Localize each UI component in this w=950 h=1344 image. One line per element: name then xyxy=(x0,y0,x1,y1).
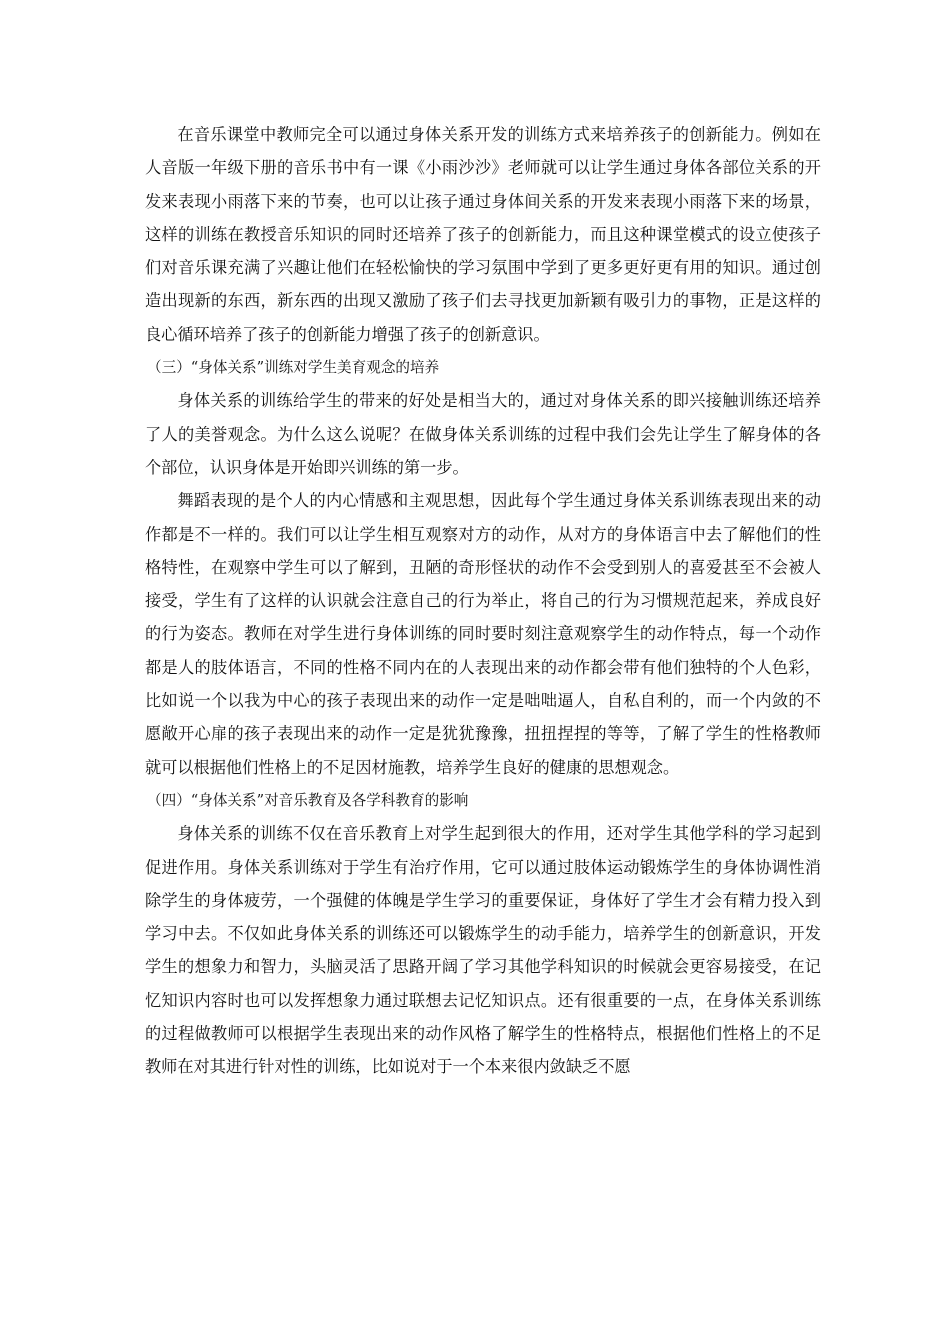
paragraph-cross-subject-impact: 身体关系的训练不仅在音乐教育上对学生起到很大的作用，还对学生其他学科的学习起到促进作用。身体关系训练对于学生有治疗作用，它可以通过肢体运动锻炼学生的身体协调性消除学生的身体疲劳，一个强健的体魄是学生学习的重要保证，身体好了学生才会有精力投入到学习中去。不仅如此身体关系的训练还可以锻炼学生的动手能力，培养学生的创新意识，开发学生的想象力和智力，头脑灵活了思路开阔了学习其他学科知识的时候就会更容易接受，在记忆知识内容时也可以发挥想象力通过联想去记忆知识点。还有很重要的一点，在身体关系训练的过程做教师可以根据学生表现出来的动作风格了解学生的性格特点，根据他们性格上的不足教师在对其进行针对性的训练，比如说对于一个本来很内敛缺乏不愿 xyxy=(145,824,821,1077)
document-body xyxy=(145,118,821,1084)
paragraph-aesthetic-intro: 身体关系的训练给学生的带来的好处是相当大的，通过对身体关系的即兴接触训练还培养了人的美誉观念。为什么这么说呢？在做身体关系训练的过程中我们会先让学生了解身体的各个部位，认识身体是开始即兴训练的第一步。 xyxy=(145,391,821,477)
paragraph-music-creativity: 在音乐课堂中教师完全可以通过身体关系开发的训练方式来培养孩子的创新能力。例如在人音版一年级下册的音乐书中有一课《小雨沙沙》老师就可以让学生通过身体各部位关系的开发来表现小雨落下来的节奏，也可以让孩子通过身体间关系的开发来表现小雨落下来的场景，这样的训练在教授音乐知识的同时还培养了孩子的创新能力，而且这种课堂模式的设立使孩子们对音乐课充满了兴趣让他们在轻松愉快的学习氛围中学到了更多更好更有用的知识。通过创造出现新的东西，新东西的出现又激励了孩子们去寻找更加新颖有吸引力的事物，正是这样的良心循环培养了孩子的创新能力增强了孩子的创新意识。 xyxy=(145,125,821,344)
section-heading-3: （三）“身体关系”训练对学生美育观念的培养 xyxy=(147,359,440,377)
section-heading-4: （四）“身体关系”对音乐教育及各学科教育的影响 xyxy=(147,791,469,809)
paragraph-dance-expression: 舞蹈表现的是个人的内心情感和主观思想，因此每个学生通过身体关系训练表现出来的动作都是不一样的。我们可以让学生相互观察对方的动作，从对方的身体语言中去了解他们的性格特性，在观察中学生可以了解到，丑陋的奇形怪状的动作不会受到别人的喜爱甚至不会被人接受，学生有了这样的认识就会注意自己的行为举止，将自己的行为习惯规范起来，养成良好的行为姿态。教师在对学生进行身体训练的同时要时刻注意观察学生的动作特点，每一个动作都是人的肢体语言，不同的性格不同内在的人表现出来的动作都会带有他们独特的个人色彩，比如说一个以我为中心的孩子表现出来的动作一定是咄咄逼人，自私自利的，而一个内敛的不愿敞开心扉的孩子表现出来的动作一定是犹犹豫豫，扭扭捏捏的等等，了解了学生的性格教师就可以根据他们性格上的不足因材施教，培养学生良好的健康的思想观念。 xyxy=(145,491,821,777)
